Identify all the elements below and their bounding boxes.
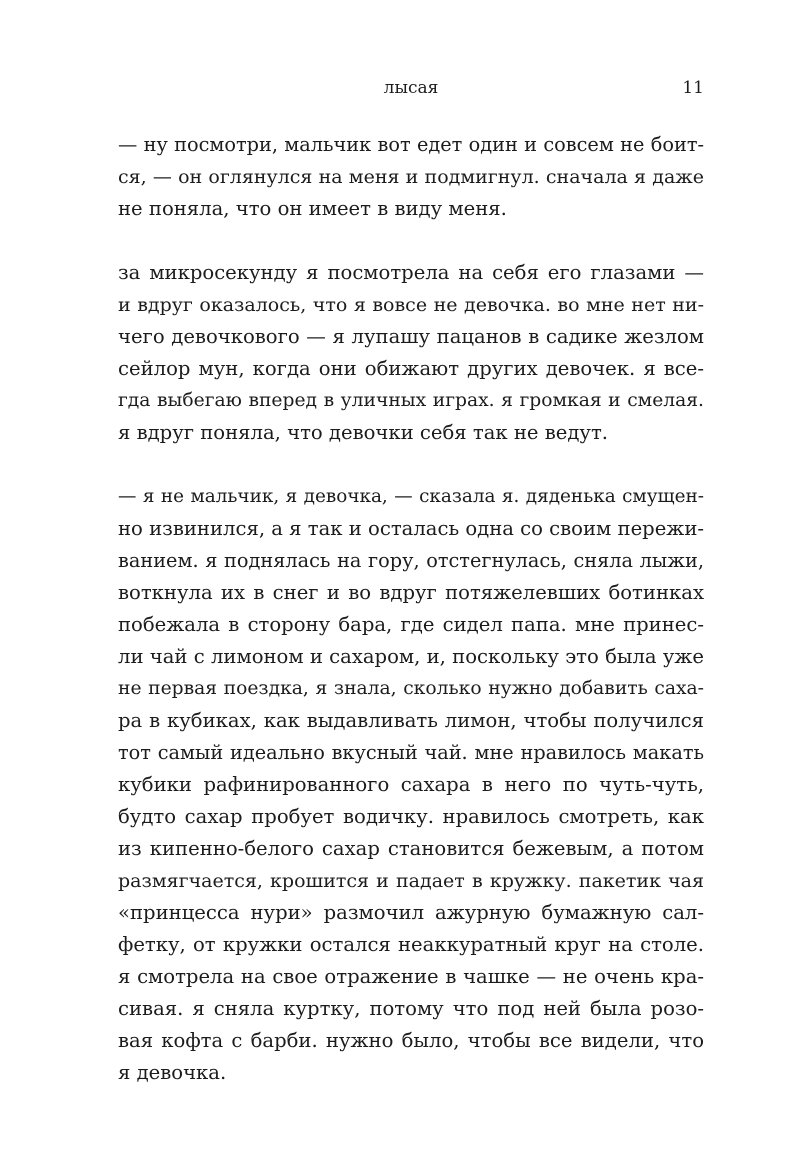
text-line: кубики рафинированного сахара в него по чуть-чуть, [118, 773, 704, 796]
text-line: фетку, от кружки остался неаккуратный круг на столе. [118, 933, 704, 956]
text-line: из кипенно-белого сахар становится бежевым, а потом [118, 837, 704, 860]
text-line: размягчается, крошится и падает в кружку. пакетик чая [118, 870, 704, 892]
text-line: ли чай с лимоном и сахаром, и, поскольку это была уже [118, 645, 704, 668]
text-line: не поняла, что он имеет в виду меня. [118, 197, 507, 220]
text-line: ра в кубиках, как выдавливать лимон, чтобы получился [118, 709, 704, 732]
paragraph-3 [118, 481, 704, 1089]
text-line: воткнула их в снег и во вдруг потяжелевших ботинках [118, 581, 704, 604]
text-line: за микросекунду я посмотрела на себя его глазами — [118, 261, 704, 284]
text-line: гда выбегаю вперед в уличных играх. я громкая и смелая. [118, 390, 704, 411]
text-line: вая кофта с барби. нужно было, чтобы все видели, что [118, 1029, 704, 1052]
text-line: — ну посмотри, мальчик вот едет один и совсем не боит- [118, 133, 704, 156]
running-title: лысая [383, 78, 439, 98]
text-line: я девочка. [118, 1061, 227, 1084]
text-line: будто сахар пробует водичку. нравилось смотреть, как [118, 805, 704, 828]
text-line: — я не мальчик, я девочка, — сказала я. дяденька смущен- [118, 486, 704, 507]
text-line: ванием. я поднялась на гору, отстегнулась, сняла лыжи, [118, 549, 704, 572]
text-line: ся, — он оглянулся на меня и подмигнул. сначала я даже [118, 166, 704, 188]
body-text [118, 129, 704, 1089]
text-line: не первая поездка, я знала, сколько нужно добавить саха- [118, 678, 704, 699]
text-line: чего девочкового — я лупашу пацанов в садике жезлом [118, 325, 704, 348]
text-line: я вдруг поняла, что девочки себя так не ведут. [118, 421, 609, 444]
text-line: и вдруг оказалось, что я вовсе не девочка. во мне нет ни- [118, 294, 704, 316]
paragraph-2 [118, 257, 704, 449]
page-number: 11 [682, 78, 704, 98]
text-line: я смотрела на свое отражение в чашке — не очень кра- [118, 965, 704, 988]
text-line: сейлор мун, когда они обижают других девочек. я все- [118, 357, 704, 380]
text-line: сивая. я сняла куртку, потому что под ней была розо- [118, 997, 704, 1020]
text-line: побежала в сторону бара, где сидел папа. мне принес- [118, 613, 704, 636]
running-head [118, 76, 704, 100]
text-line: но извинился, а я так и осталась одна со своим пережи- [118, 517, 705, 540]
paragraph-1 [118, 129, 704, 225]
text-line: тот самый идеально вкусный чай. мне нравилось макать [118, 741, 704, 764]
text-line: «принцесса нури» размочил ажурную бумажную сал- [118, 901, 704, 924]
